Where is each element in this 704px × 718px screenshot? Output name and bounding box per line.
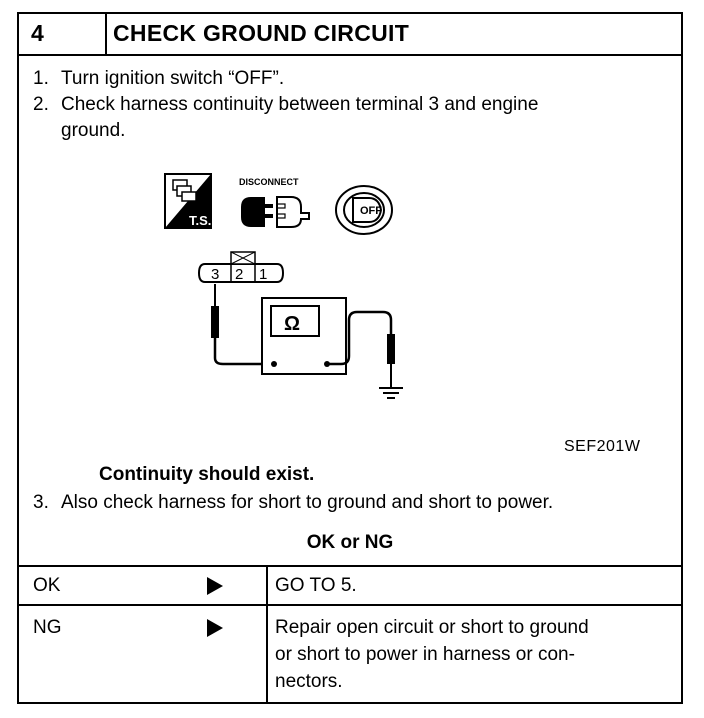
figure-code: SEF201W [564, 438, 641, 455]
terminal-1: 1 [259, 266, 268, 283]
result-ng-action-line-1: Repair open circuit or short to ground [275, 617, 589, 638]
ts-icon [165, 174, 211, 228]
result-ng-action-line-3: nectors. [275, 671, 343, 692]
result-ng-action-line-2: or short to power in harness or con- [275, 644, 575, 665]
step-3 [33, 490, 673, 516]
ohm-symbol: Ω [284, 313, 301, 335]
step-3-number: 3. [33, 492, 49, 513]
ignition-key-off-icon [336, 186, 392, 234]
result-ng-status: NG [33, 617, 62, 638]
step-title: CHECK GROUND CIRCUIT [113, 20, 410, 46]
result-ok-status: OK [33, 575, 61, 596]
result-heading: OK or NG [306, 532, 394, 553]
continuity-note: Continuity should exist. [99, 464, 315, 485]
step-1-number: 1. [33, 68, 49, 89]
continuity-test-diagram [19, 14, 681, 434]
probe-lead-terminal-3 [211, 284, 269, 364]
step-2-number: 2. [33, 94, 49, 115]
ground-symbol [379, 388, 403, 398]
step-1-text: Turn ignition switch “OFF”. [61, 68, 285, 89]
terminal-3: 3 [211, 266, 220, 283]
ohmmeter [262, 298, 346, 374]
step-number: 4 [31, 20, 44, 46]
step-3-text: Also check harness for short to ground and short to power. [61, 492, 554, 513]
harness-connector [199, 252, 283, 283]
arrow-right-icon [207, 577, 223, 595]
step-2-text-line-2: ground. [61, 120, 126, 141]
ts-icon-label: T.S. [189, 213, 212, 228]
result-ok-action: GO TO 5. [275, 575, 357, 596]
procedure-frame [17, 12, 683, 704]
key-label: OFF [360, 205, 382, 217]
terminal-2: 2 [235, 266, 244, 283]
results-row-divider [19, 604, 681, 606]
results-top-rule [19, 565, 681, 567]
disconnect-label: DISCONNECT [239, 177, 299, 187]
step-2-text-line-1: Check harness continuity between terminal 3 and engine [61, 94, 539, 115]
results-column-divider [266, 565, 268, 702]
disconnect-icon [239, 177, 309, 227]
arrow-right-icon [207, 619, 223, 637]
